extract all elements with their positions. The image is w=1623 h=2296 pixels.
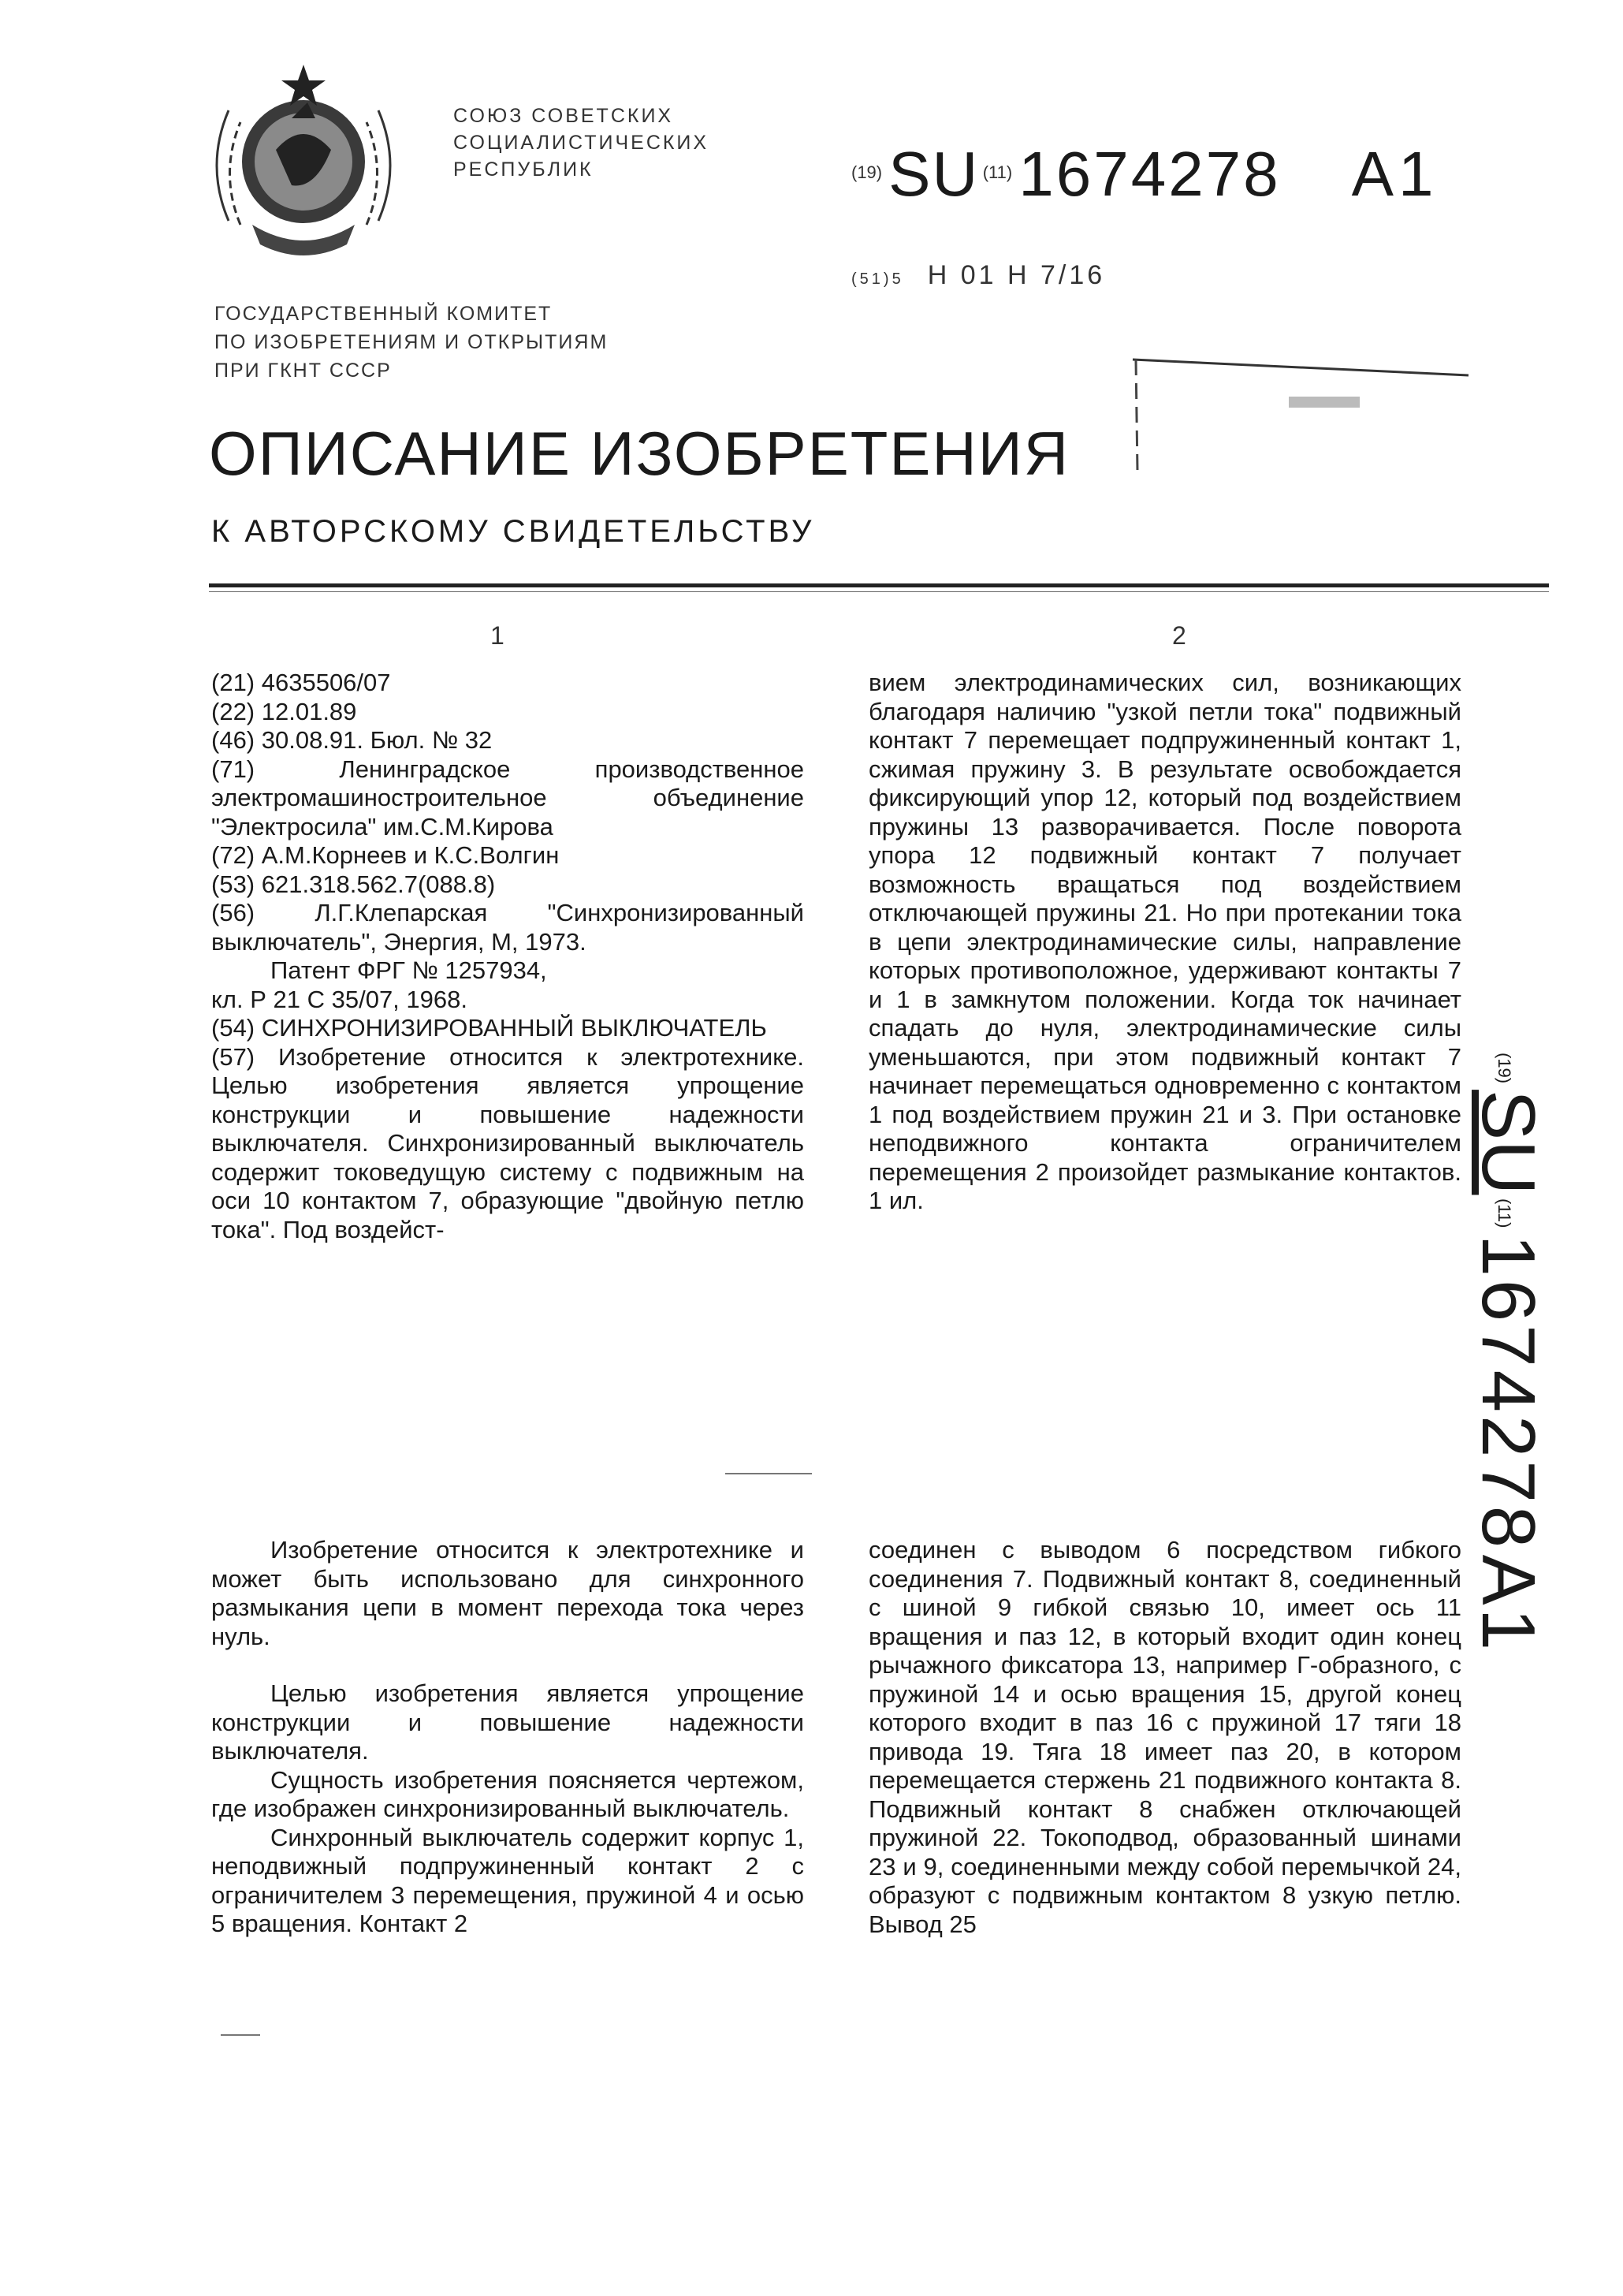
section-divider bbox=[725, 1473, 812, 1474]
code-11: (11) bbox=[982, 162, 1013, 182]
patent-number: 1674278 bbox=[1018, 139, 1281, 209]
library-stamp bbox=[1131, 353, 1470, 479]
country-code: SU bbox=[888, 139, 980, 209]
side-patent-number bbox=[1466, 1053, 1551, 1825]
body-paragraph: Сущность изобретения поясняется чертежом, где изображен синхронизированный выключатель. bbox=[211, 1765, 804, 1822]
biblio-entry: (53) 621.318.562.7(088.8) bbox=[211, 870, 496, 898]
body-paragraph: Синхронный выключатель содержит корпус 1, неподвижный подпружиненный контакт 2 с ограничителем 3 перемещения, пружиной 4 и осью 5 вращения. Контакт 2 bbox=[211, 1823, 804, 1937]
code-51: (51)5 bbox=[851, 270, 904, 288]
union-name bbox=[453, 102, 709, 183]
state-emblem bbox=[197, 55, 410, 268]
biblio-entry: (21) 4635506/07 bbox=[211, 669, 391, 696]
abstract-column bbox=[869, 669, 1461, 1216]
biblio-entry: Патент ФРГ № 1257934, bbox=[270, 956, 547, 984]
column-number-left: 1 bbox=[490, 621, 504, 650]
invention-name: (54) СИНХРОНИЗИРОВАННЫЙ ВЫКЛЮЧАТЕЛЬ bbox=[211, 1014, 767, 1042]
biblio-entry: (56) Л.Г.Клепарская "Синхронизированный выключатель", Энергия, М, 1973. bbox=[211, 899, 804, 956]
publication-number bbox=[851, 138, 1439, 211]
header-rule bbox=[209, 583, 1549, 587]
kind-code: A1 bbox=[1351, 139, 1439, 209]
biblio-entry: (46) 30.08.91. Бюл. № 32 bbox=[211, 726, 493, 754]
body-paragraph: Изобретение относится к электротехнике и может быть использовано для синхронного размыкания цепи в момент перехода тока через нуль. bbox=[211, 1536, 804, 1650]
union-line: СОЮЗ СОВЕТСКИХ bbox=[453, 105, 674, 127]
side-code-19: (19) bbox=[1495, 1053, 1514, 1084]
side-country-code: SU bbox=[1466, 1090, 1550, 1195]
biblio-entry: (72) А.М.Корнеев и К.С.Волгин bbox=[211, 841, 560, 869]
document-title: ОПИСАНИЕ ИЗОБРЕТЕНИЯ bbox=[209, 419, 1070, 488]
body-column-right bbox=[869, 1536, 1461, 1939]
committee-line: ГОСУДАРСТВЕННЫЙ КОМИТЕТ bbox=[214, 303, 553, 325]
body-paragraph: соединен с выводом 6 посредством гибкого соединения 7. Подвижный контакт 8, соединенный с шиной 9 гибкой связью 10, имеет ось 11 вращения и паз 12, в который входит один конец рычажного фиксатора 13, например Г-образного, с пружиной 14 и осью вращения 15, другой конец которого входит в паз 16 с пружиной 17 тяги 18 привода 19. Тяга 18 имеет паз 20, в котором перемещается стержень 21 подвижного контакта 8. Подвижный контакт 8 снабжен отключающей пружиной 22. Токоподвод, образованный шинами 23 и 9, соединенными между собой перемычкой 24, образуют с подвижным контактом 8 узкую петлю. Вывод 25 bbox=[869, 1536, 1461, 1938]
body-column-left bbox=[211, 1536, 804, 1939]
union-line: СОЦИАЛИСТИЧЕСКИХ bbox=[453, 132, 709, 154]
ipc-code: H 01 H 7/16 bbox=[927, 260, 1106, 290]
column-number-right: 2 bbox=[1172, 621, 1186, 650]
abstract-right: вием электродинамических сил, возникающих благодаря наличию "узкой петли тока" подвижный контакт 7 перемещает подпружиненный контакт 1, сжимая пружину 3. В результате освобождается фиксирующий упор 12, который под воздействием пружины 13 разворачивается. После поворота упора 12 подвижный контакт 7 получает возможность вращаться под воздействием отключающей пружины 21. Но при протекании тока в цепи электродинамические силы, направление которых противоположное, удерживают контакты 7 и 1 в замкнутом положении. Когда ток начинает спадать до нуля, электродинамические силы уменьшаются, при этом подвижный контакт 7 начинает перемещаться одновременно с контактом 1 под воздействием пружин 21 и 3. При остановке неподвижного контакта ограничителем перемещения 2 произойдет размыкание контактов. 1 ил. bbox=[869, 669, 1461, 1214]
committee-line: ПО ИЗОБРЕТЕНИЯМ И ОТКРЫТИЯМ bbox=[214, 331, 609, 353]
committee-name bbox=[214, 300, 608, 385]
biblio-entry: кл. Р 21 С 35/07, 1968. bbox=[211, 985, 467, 1013]
biblio-entry: (22) 12.01.89 bbox=[211, 697, 357, 725]
union-line: РЕСПУБЛИК bbox=[453, 158, 594, 181]
document-subtitle: К АВТОРСКОМУ СВИДЕТЕЛЬСТВУ bbox=[211, 514, 815, 549]
side-number: 1674278 bbox=[1466, 1234, 1550, 1552]
side-kind-code: A1 bbox=[1466, 1554, 1550, 1654]
code-19: (19) bbox=[851, 162, 883, 182]
ipc-classification bbox=[851, 260, 1105, 291]
header-rule-thin bbox=[209, 591, 1549, 592]
side-code-11: (11) bbox=[1495, 1198, 1514, 1228]
committee-line: ПРИ ГКНТ СССР bbox=[214, 360, 392, 382]
biblio-column bbox=[211, 669, 804, 1244]
biblio-entry: (71) Ленинградское производственное электромашиностроительное объединение "Электросила" им.С.М.Кирова bbox=[211, 755, 804, 840]
footer-dash bbox=[221, 2034, 260, 2036]
abstract-left: (57) Изобретение относится к электротехнике. Целью изобретения является упрощение конструкции и повышение надежности выключателя. Синхронизированный выключатель содержит токоведущую систему с подвижным на оси 10 контактом 7, образующие "двойную петлю тока". Под воздейст- bbox=[211, 1042, 804, 1243]
body-paragraph: Целью изобретения является упрощение конструкции и повышение надежности выключателя. bbox=[211, 1679, 804, 1765]
